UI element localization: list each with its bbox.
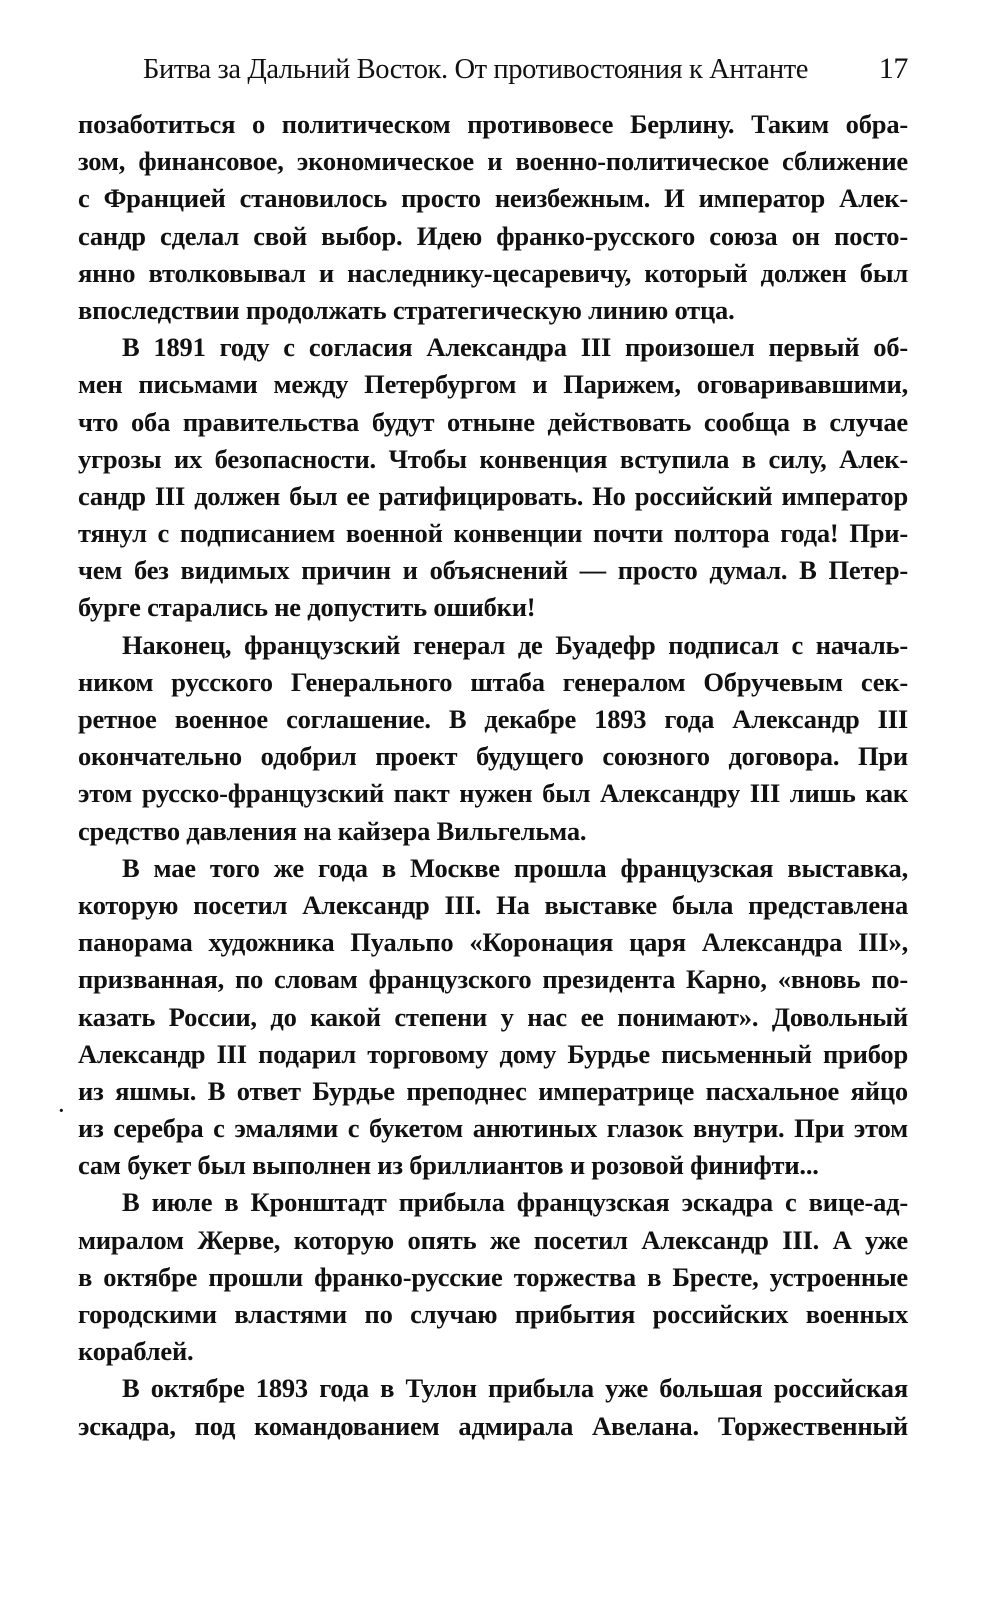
text-line: янно втолковывал и наследнику-цесаревичу, который должен был xyxy=(78,257,908,288)
text-line: с Францией становилось просто неизбежным. И император Алек- xyxy=(78,183,908,214)
text-line: В июле в Кронштадт прибыла французская эскадра с вице-ад- xyxy=(122,1187,908,1218)
text-line: из серебра с эмалями с букетом анютиных глазок внутри. При этом xyxy=(78,1113,908,1144)
body-text xyxy=(78,106,908,1445)
text-line: Александр III подарил торговому дому Бурдье письменный прибор xyxy=(78,1038,908,1069)
text-line: позаботиться о политическом противовесе Берлину. Таким обра- xyxy=(78,109,908,139)
paragraph xyxy=(78,1184,908,1370)
text-line: казать России, до какой степени у нас ее понимают». Довольный xyxy=(78,1001,908,1032)
text-line: чем без видимых причин и объяснений — просто думал. В Петер- xyxy=(78,555,908,586)
page-number: 17 xyxy=(878,52,908,85)
text-line: в октябре прошли франко-русские торжества в Бресте, устроенные xyxy=(78,1261,908,1292)
text-line: панорама художника Пуальпо «Коронация царя Александра III», xyxy=(78,927,908,958)
text-line: средство давления на кайзера Вильгельма. xyxy=(78,815,587,846)
text-line: сандр сделал свой выбор. Идею франко-русского союза он посто- xyxy=(78,220,908,251)
text-line: В октябре 1893 года в Тулон прибыла уже большая российская xyxy=(122,1373,908,1404)
text-line: эскадра, под командованием адмирала Авелана. Торжественный xyxy=(78,1410,908,1441)
paragraph xyxy=(78,1370,908,1444)
text-line: впоследствии продолжать стратегическую линию отца. xyxy=(78,294,735,325)
text-line: окончательно одобрил проект будущего союзного договора. При xyxy=(78,741,908,772)
text-line: В 1891 году с согласия Александра III произошел первый об- xyxy=(122,332,908,363)
running-title: Битва за Дальний Восток. От противостояния к Антанте xyxy=(143,54,809,85)
text-line: что оба правительства будут отныне действовать сообща в случае xyxy=(78,406,908,437)
paragraph xyxy=(78,106,908,329)
margin-mark: · xyxy=(58,1100,65,1122)
text-line: зом, финансовое, экономическое и военно-политическое сближение xyxy=(78,146,908,177)
text-line: этом русско-французский пакт нужен был Александру III лишь как xyxy=(78,778,908,809)
text-line: сандр III должен был ее ратифицировать. Но российский император xyxy=(78,480,908,511)
paragraph xyxy=(78,627,908,850)
text-line: призванная, по словам французского президента Карно, «вновь по- xyxy=(78,964,908,995)
text-line: сам букет был выполнен из бриллиантов и розовой финифти... xyxy=(78,1150,819,1181)
text-line: городскими властями по случаю прибытия российских военных xyxy=(78,1299,908,1329)
text-line: из яшмы. В ответ Бурдье преподнес императрице пасхальное яйцо xyxy=(78,1075,908,1106)
text-line: тянул с подписанием военной конвенции почти полтора года! При- xyxy=(78,518,908,549)
text-line: кораблей. xyxy=(78,1336,194,1367)
text-line: В мае того же года в Москве прошла французская выставка, xyxy=(122,852,908,883)
text-line: ником русского Генерального штаба генералом Обручевым сек- xyxy=(78,666,908,697)
text-line: миралом Жерве, которую опять же посетил Александр III. А уже xyxy=(78,1224,908,1255)
text-line: бурге старались не допустить ошибки! xyxy=(78,592,536,623)
text-line: которую посетил Александр III. На выставке была представлена xyxy=(78,889,908,920)
text-line: Наконец, французский генерал де Буадефр подписал с началь- xyxy=(122,629,908,660)
text-line: угрозы их безопасности. Чтобы конвенция вступила в силу, Алек- xyxy=(78,443,908,474)
text-line: мен письмами между Петербургом и Парижем, оговаривавшими, xyxy=(78,369,908,400)
text-line: ретное военное соглашение. В декабре 1893 года Александр III xyxy=(78,704,908,734)
paragraph xyxy=(78,850,908,1185)
paragraph xyxy=(78,329,908,627)
running-head xyxy=(143,52,908,92)
